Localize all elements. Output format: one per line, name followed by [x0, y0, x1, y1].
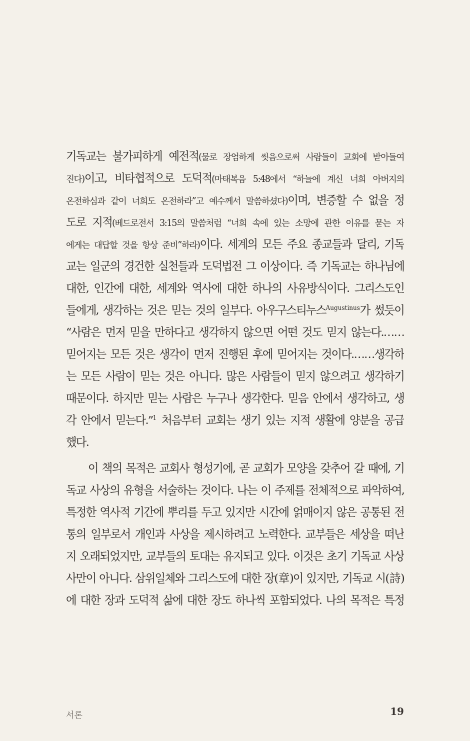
text-line: 교는 일군의 경건한 실천들과 도덕법전 그 이상이다. 즉 기독교는 하나님에	[66, 260, 404, 273]
page-number: 19	[390, 707, 404, 718]
text-line: 이 책의 목적은 교회사 형성기에, 곧 교회가 모양을 갖추어 갈 때에, 기	[88, 462, 404, 475]
text-line: 지 오래되었지만, 교부들의 토대는 유지되고 있다. 이것은 초기 기독교 사상	[66, 550, 404, 563]
text-line: 믿어지는 모든 것은 생각이 먼저 진행된 후에 믿어지는 것이다.……생각하	[66, 348, 404, 361]
text-line: 사만이 아니다. 삼위일체와 그리스도에 대한 장(章)이 있지만, 기독교 시(詩)	[66, 572, 404, 585]
text-line: “사람은 먼저 믿을 만하다고 생각하지 않으면 어떤 것도 믿지 않는다.……	[66, 326, 404, 339]
text-line: 특정한 역사적 기간에 뿌리를 두고 있지만 시간에 얽매이지 않은 공통된 전	[66, 506, 404, 519]
text-line: 온전하심과 같이 너희도 온전하라”고 예수께서 말씀하셨다)이며, 변증할 수 없을 정	[66, 194, 404, 207]
footnote-marker: 1	[152, 415, 157, 422]
text-line: 대한, 인간에 대한, 세계와 역사에 대한 하나의 사유방식이다. 그리스도인	[66, 282, 404, 295]
text-line: 했다.	[66, 436, 89, 449]
text-line: 때문이다. 하지만 믿는 사람은 누구나 생각한다. 믿음 안에서 생각하고, 생	[66, 392, 404, 405]
text-line: 독교 사상의 유형을 서술하는 것이다. 나는 이 주제를 전체적으로 파악하여,	[66, 484, 404, 497]
text-line: 통의 일부로서 개인과 사상을 제시하려고 노력한다. 교부들은 세상을 떠난	[66, 528, 404, 541]
running-footer-section: 서론	[66, 711, 83, 721]
body-text	[66, 146, 404, 612]
name-superscript: Augustinus	[325, 305, 360, 312]
text-line: 도로 지적(베드로전서 3:15의 말씀처럼 “너희 속에 있는 소망에 관한 이유를 묻는 자	[66, 216, 404, 229]
text-line: 진다)이고, 비타협적으로 도덕적(마태복음 5:48에서 “하늘에 계신 너희 아버지의	[66, 172, 404, 185]
text-line: 들에게, 생각하는 것은 믿는 것의 일부다. 아우구스티누스$^{Augustinus}$가 썼듯이	[66, 304, 404, 317]
text-line: 에게는 대답할 것을 항상 준비”하라)이다. 세계의 모든 주요 종교들과 달리, 기독	[66, 238, 404, 251]
text-line: 는 모든 사람이 믿는 것은 아니다. 많은 사람들이 믿지 않으려고 생각하기	[66, 370, 404, 383]
text-line: 에 대한 장과 도덕적 삶에 대한 장도 하나씩 포함되었다. 나의 목적은 특정	[66, 594, 404, 607]
text-line: 각 안에서 믿는다.”$^1$ 처음부터 교회는 생기 있는 지적 생활에 양분을 공급	[66, 414, 404, 427]
text-line: 기독교는 불가피하게 예전적(물로 장엄하게 씻음으로써 사람들이 교회에 받아들여	[66, 150, 404, 163]
